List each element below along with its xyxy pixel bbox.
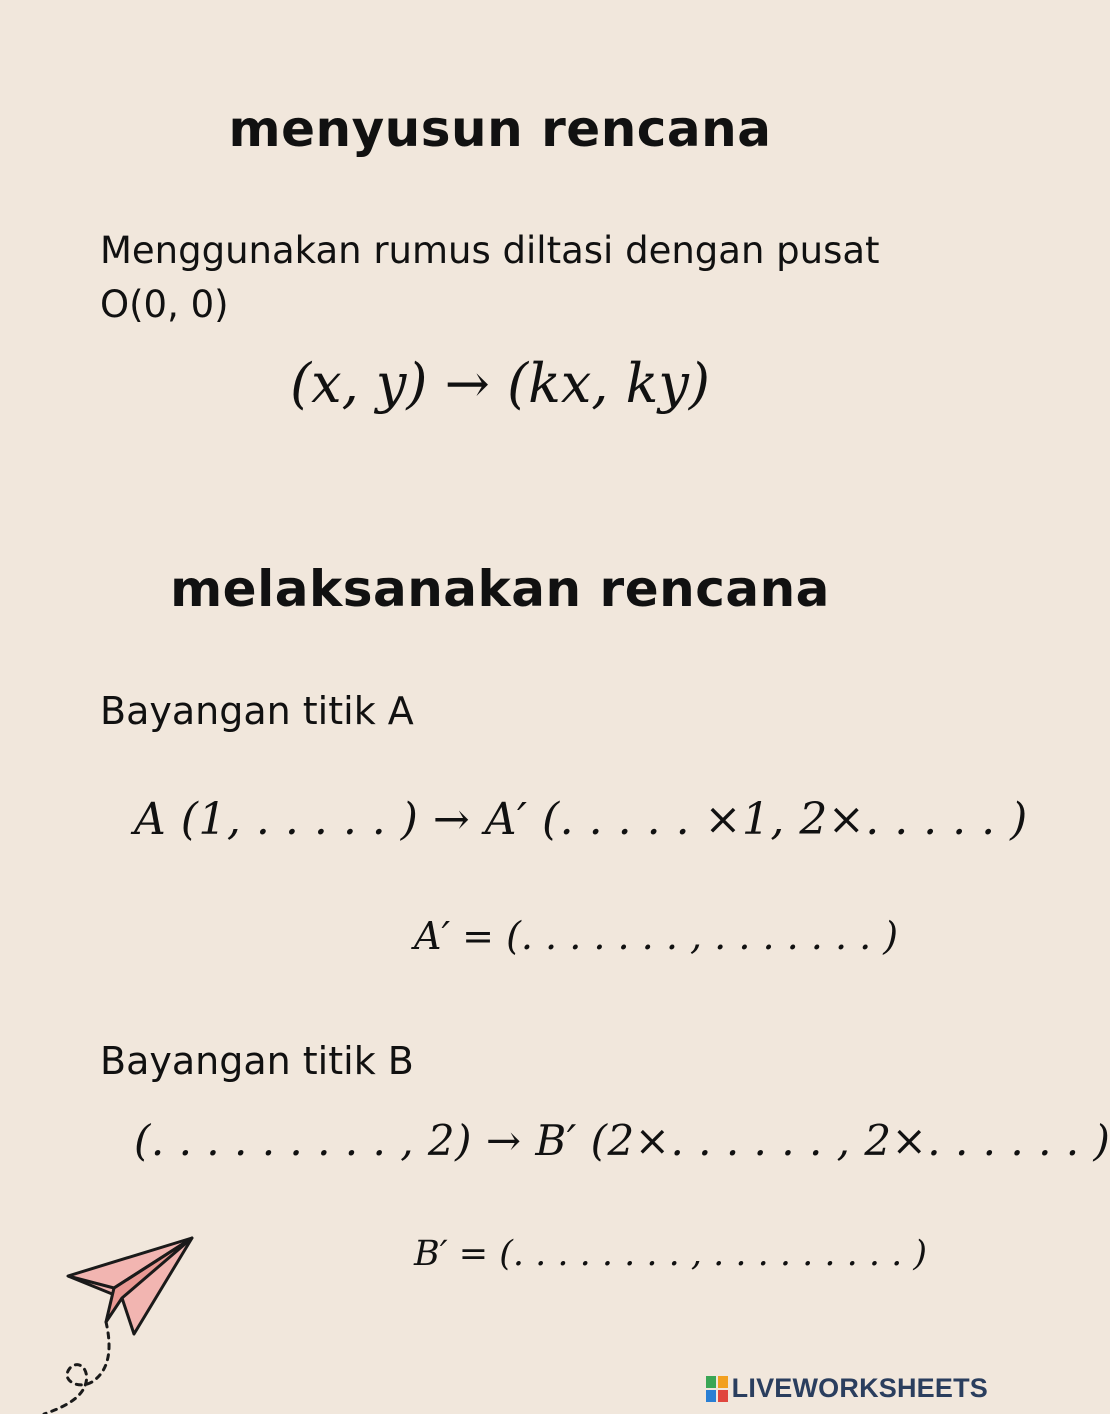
- result-point-a: A′ = (. . . . . . . , . . . . . . . ): [414, 914, 899, 958]
- result-point-b: B′ = (. . . . . . . . , . . . . . . . . . ): [414, 1234, 928, 1274]
- liveworksheets-logo: [706, 1373, 988, 1404]
- logo-text: LIVEWORKSHEETS: [731, 1373, 988, 1403]
- liveworksheets-logo-icon: [706, 1376, 728, 1402]
- paper-plane-icon: [40, 1230, 210, 1414]
- heading-melaksanakan-rencana: melaksanakan rencana: [170, 560, 830, 618]
- label-bayangan-titik-b: Bayangan titik B: [100, 1039, 414, 1083]
- label-bayangan-titik-a: Bayangan titik A: [100, 689, 414, 733]
- mapping-point-b: (. . . . . . . . . , 2) → B′ (2×. . . . . . , 2×. . . . . . ): [134, 1116, 1110, 1165]
- formula-description: Menggunakan rumus diltasi dengan pusat O(0, 0): [100, 229, 880, 326]
- mapping-point-a: A (1, . . . . . ) → A′ (. . . . . ×1, 2×. . . . . ): [134, 794, 1028, 845]
- heading-menyusun-rencana: menyusun rencana: [228, 100, 772, 158]
- dilation-formula: (x, y) → (kx, ky): [290, 352, 710, 415]
